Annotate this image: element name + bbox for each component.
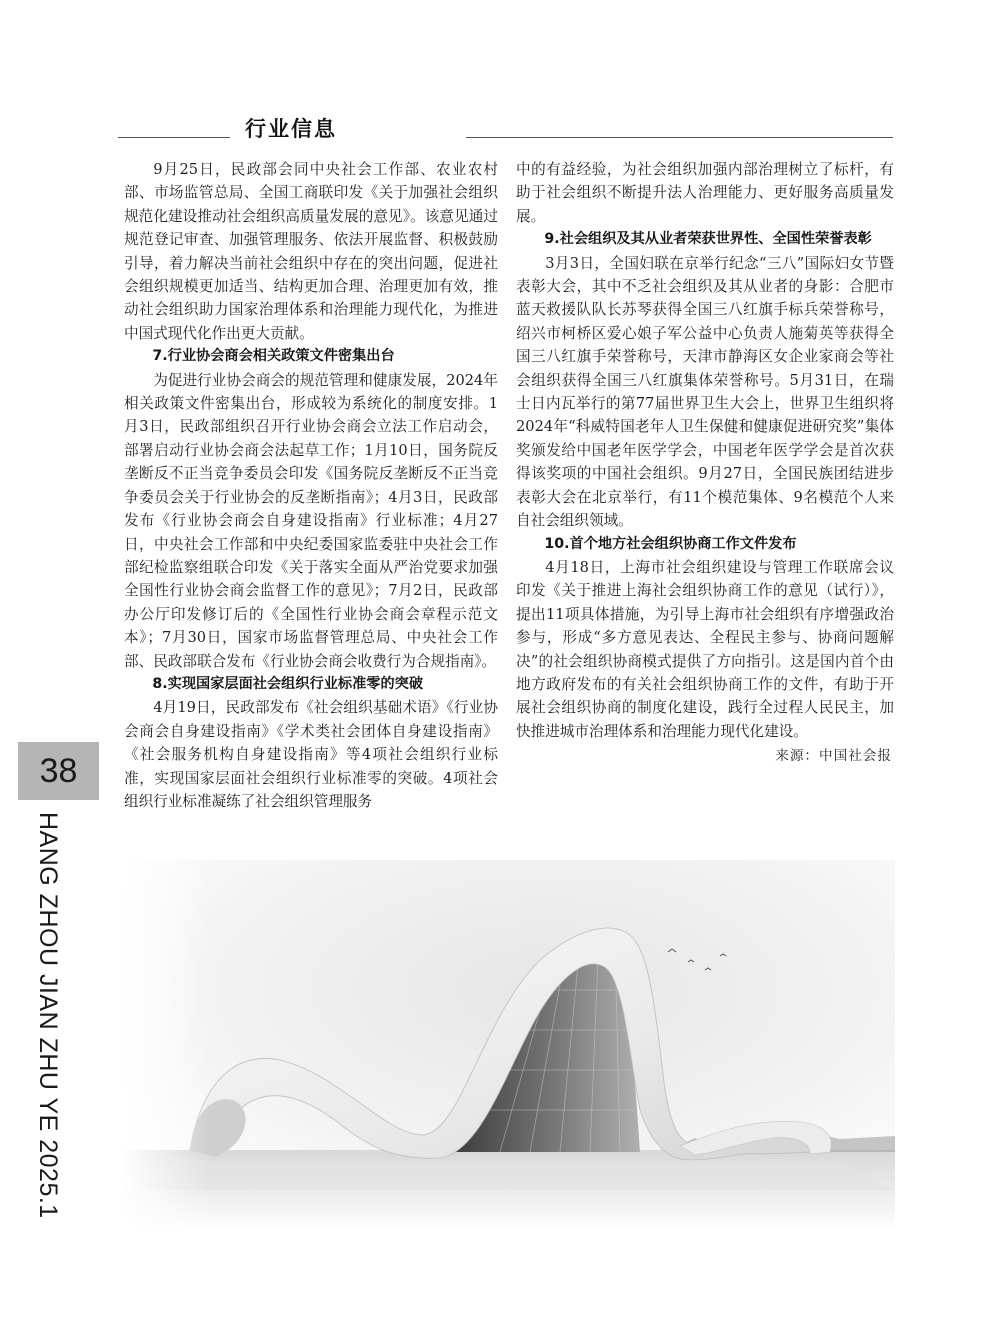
heading-item-8: 8.实现国家层面社会组织行业标准零的突破 <box>152 675 424 692</box>
heading-item-10: 10.首个地方社会组织协商工作文件发布 <box>544 535 797 552</box>
paragraph-item-9-body: 3月3日，全国妇联在京举行纪念“三八”国际妇女节暨表彰大会，其中不乏社会组织及其从业者的身影：合肥市蓝天救援队队长苏琴获得全国三八红旗手标兵荣誉称号，绍兴市柯桥区爱心娘子军公益中心负责人施菊英等获得全国三八红旗手荣誉称号，天津市静海区女企业家商会等社会组织获得全国三八红旗集体荣誉称号。5月31日，在瑞士日内瓦举行的第77届世界卫生大会上，世界卫生组织将2024年“科威特国老年人卫生保健和健康促进研究奖”集体奖颁发给中国老年医学学会，中国老年医学学会是首次获得该奖项的中国社会组织。9月27日，全国民族团结进步表彰大会在北京举行，有11个模范集体、9名模范个人来自社会组织领域。 <box>516 254 894 530</box>
architecture-photo <box>120 860 895 1232</box>
paragraph-item-6-body: 9月25日，民政部会同中央社会工作部、农业农村部、市场监管总局、全国工商联印发《关于加强社会组织规范化建设推动社会组织高质量发展的意见》。该意见通过规范登记审查、加强管理服务、依法开展监督、积极鼓励引导，着力解决当前社会组织中存在的突出问题，促进社会组织规模更加适当、结构更加合理、治理更加有效，推动社会组织助力国家治理体系和治理能力现代化，为推进中国式现代化作出更大贡献。 <box>124 161 498 342</box>
heading-item-7: 7.行业协会商会相关政策文件密集出台 <box>152 348 395 365</box>
paragraph-item-10-body: 4月18日，上海市社会组织建设与管理工作联席会议印发《关于推进上海社会组织协商工作的意见（试行）》，提出11项具体措施，为引导上海市社会组织有序增强政治参与，形成“多方意见表达、全程民主参与、协商问题解决”的社会组织协商模式提供了方向指引。这是国内首个由地方政府发布的有关社会组织协商工作的文件，有助于开展社会组织协商的制度化建设，践行全过程人民民主，加快推进城市治理体系和治理能力现代化建设。 <box>516 558 894 740</box>
section-header <box>118 113 893 143</box>
page-number-tab <box>18 742 99 800</box>
page-number: 38 <box>39 751 78 790</box>
journal-name-vertical: HANG ZHOU JIAN ZHU YE 2025.1 <box>34 812 62 1219</box>
paragraph-item-7-body: 为促进行业协会商会的规范管理和健康发展，2024年相关政策文件密集出台，形成较为系统化的制度安排。1月3日，民政部组织召开行业协会商会立法工作启动会，部署启动行业协会商会法起草工作；1月10日，国务院反垄断反不正当竞争委员会印发《国务院反垄断反不正当竞争委员会关于行业协会的反垄断指南》；4月3日，民政部发布《行业协会商会自身建设指南》行业标准；4月27日，中央社会工作部和中央纪委国家监委驻中央社会工作部纪检监察组联合印发《关于落实全面从严治党要求加强全国性行业协会商会监督工作的意见》；7月2日，民政部办公厅印发修订后的《全国性行业协会商会章程示范文本》；7月30日，国家市场监督管理总局、中央社会工作部、民政部联合发布《行业协会商会收费行为合规指南》。 <box>124 371 498 670</box>
right-column <box>516 158 894 769</box>
heading-item-9: 9.社会组织及其从业者荣获世界性、全国性荣誉表彰 <box>544 231 872 248</box>
paragraph-item-8-body: 4月19日，民政部发布《社会组织基础术语》《行业协会商会自身建设指南》《学术类社会团体自身建设指南》《社会服务机构自身建设指南》等4项社会组织行业标准，实现国家层面社会组织行业标准零的突破。4项社会组织行业标准凝练了社会组织管理服务 <box>124 699 498 810</box>
header-rule-left <box>118 137 230 138</box>
section-title: 行业信息 <box>245 117 337 141</box>
source-credit: 来源：中国社会报 <box>775 748 892 765</box>
paragraph-item-8-continued: 中的有益经验，为社会组织加强内部治理树立了标杆，有助于社会组织不断提升法人治理能力、更好服务高质量发展。 <box>516 161 894 225</box>
building-illustration <box>120 860 895 1232</box>
header-rule-right <box>466 137 893 138</box>
left-column <box>124 158 498 813</box>
